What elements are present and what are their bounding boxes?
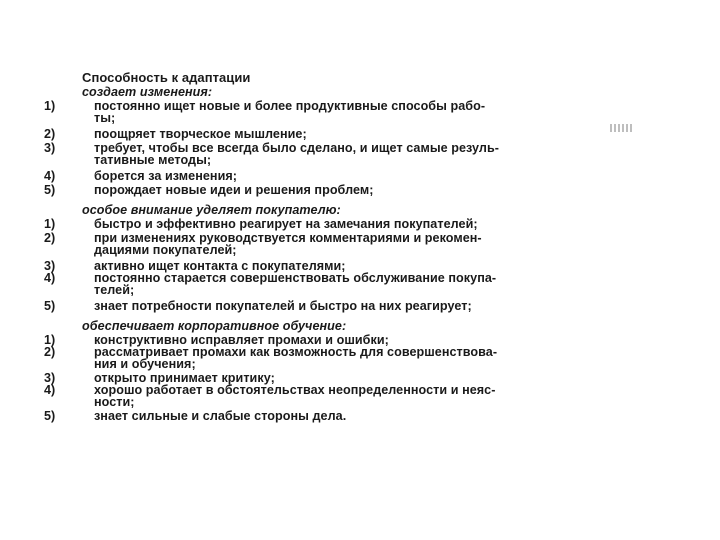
- item-text: открыто принимает критику;: [94, 371, 275, 385]
- scanned-text-block: [44, 72, 674, 432]
- item-number: 4): [44, 169, 56, 183]
- item-number: 1): [44, 217, 56, 231]
- item-text-continuation: тативные методы;: [94, 153, 212, 167]
- item-text: борется за изменения;: [94, 169, 238, 183]
- item-number: 4): [44, 383, 56, 397]
- item-text: при изменениях руководствуется комментариями и рекомен-: [94, 231, 482, 245]
- item-text: знает сильные и слабые стороны дела.: [94, 409, 347, 423]
- item-text-continuation: ты;: [94, 111, 116, 125]
- item-number: 4): [44, 271, 56, 285]
- scan-artifact: [610, 124, 632, 132]
- item-number: 2): [44, 127, 56, 141]
- item-text: рассматривает промахи как возможность для совершенствова-: [94, 345, 498, 359]
- item-text: знает потребности покупателей и быстро на них реагирует;: [94, 299, 472, 313]
- item-number: 1): [44, 99, 56, 113]
- item-number: 2): [44, 345, 56, 359]
- item-number: 5): [44, 299, 56, 313]
- item-number: 2): [44, 231, 56, 245]
- item-number: 5): [44, 183, 56, 197]
- item-text-continuation: ности;: [94, 395, 135, 409]
- section-heading: особое внимание уделяет покупателю:: [82, 203, 341, 217]
- document-title: Способность к адаптации: [82, 70, 251, 85]
- item-text-continuation: ния и обучения;: [94, 357, 196, 371]
- item-text: поощряет творческое мышление;: [94, 127, 307, 141]
- item-text: конструктивно исправляет промахи и ошибки;: [94, 333, 389, 347]
- section-heading: создает изменения:: [82, 85, 213, 99]
- section-heading: обеспечивает корпоративное обучение:: [82, 319, 347, 333]
- item-text: требует, чтобы все всегда было сделано, и ищет самые резуль-: [94, 141, 500, 155]
- item-number: 3): [44, 371, 56, 385]
- item-text-continuation: телей;: [94, 283, 135, 297]
- item-text: порождает новые идеи и решения проблем;: [94, 183, 374, 197]
- item-text: постоянно ищет новые и более продуктивные способы рабо-: [94, 99, 486, 113]
- item-text: постоянно старается совершенствовать обслуживание покупа-: [94, 271, 497, 285]
- item-number: 5): [44, 409, 56, 423]
- item-number: 1): [44, 333, 56, 347]
- item-number: 3): [44, 141, 56, 155]
- item-text: хорошо работает в обстоятельствах неопределенности и неяс-: [94, 383, 496, 397]
- item-text: быстро и эффективно реагирует на замечания покупателей;: [94, 217, 478, 231]
- item-text: активно ищет контакта с покупателями;: [94, 259, 346, 273]
- item-text-continuation: дациями покупателей;: [94, 243, 237, 257]
- item-number: 3): [44, 259, 56, 273]
